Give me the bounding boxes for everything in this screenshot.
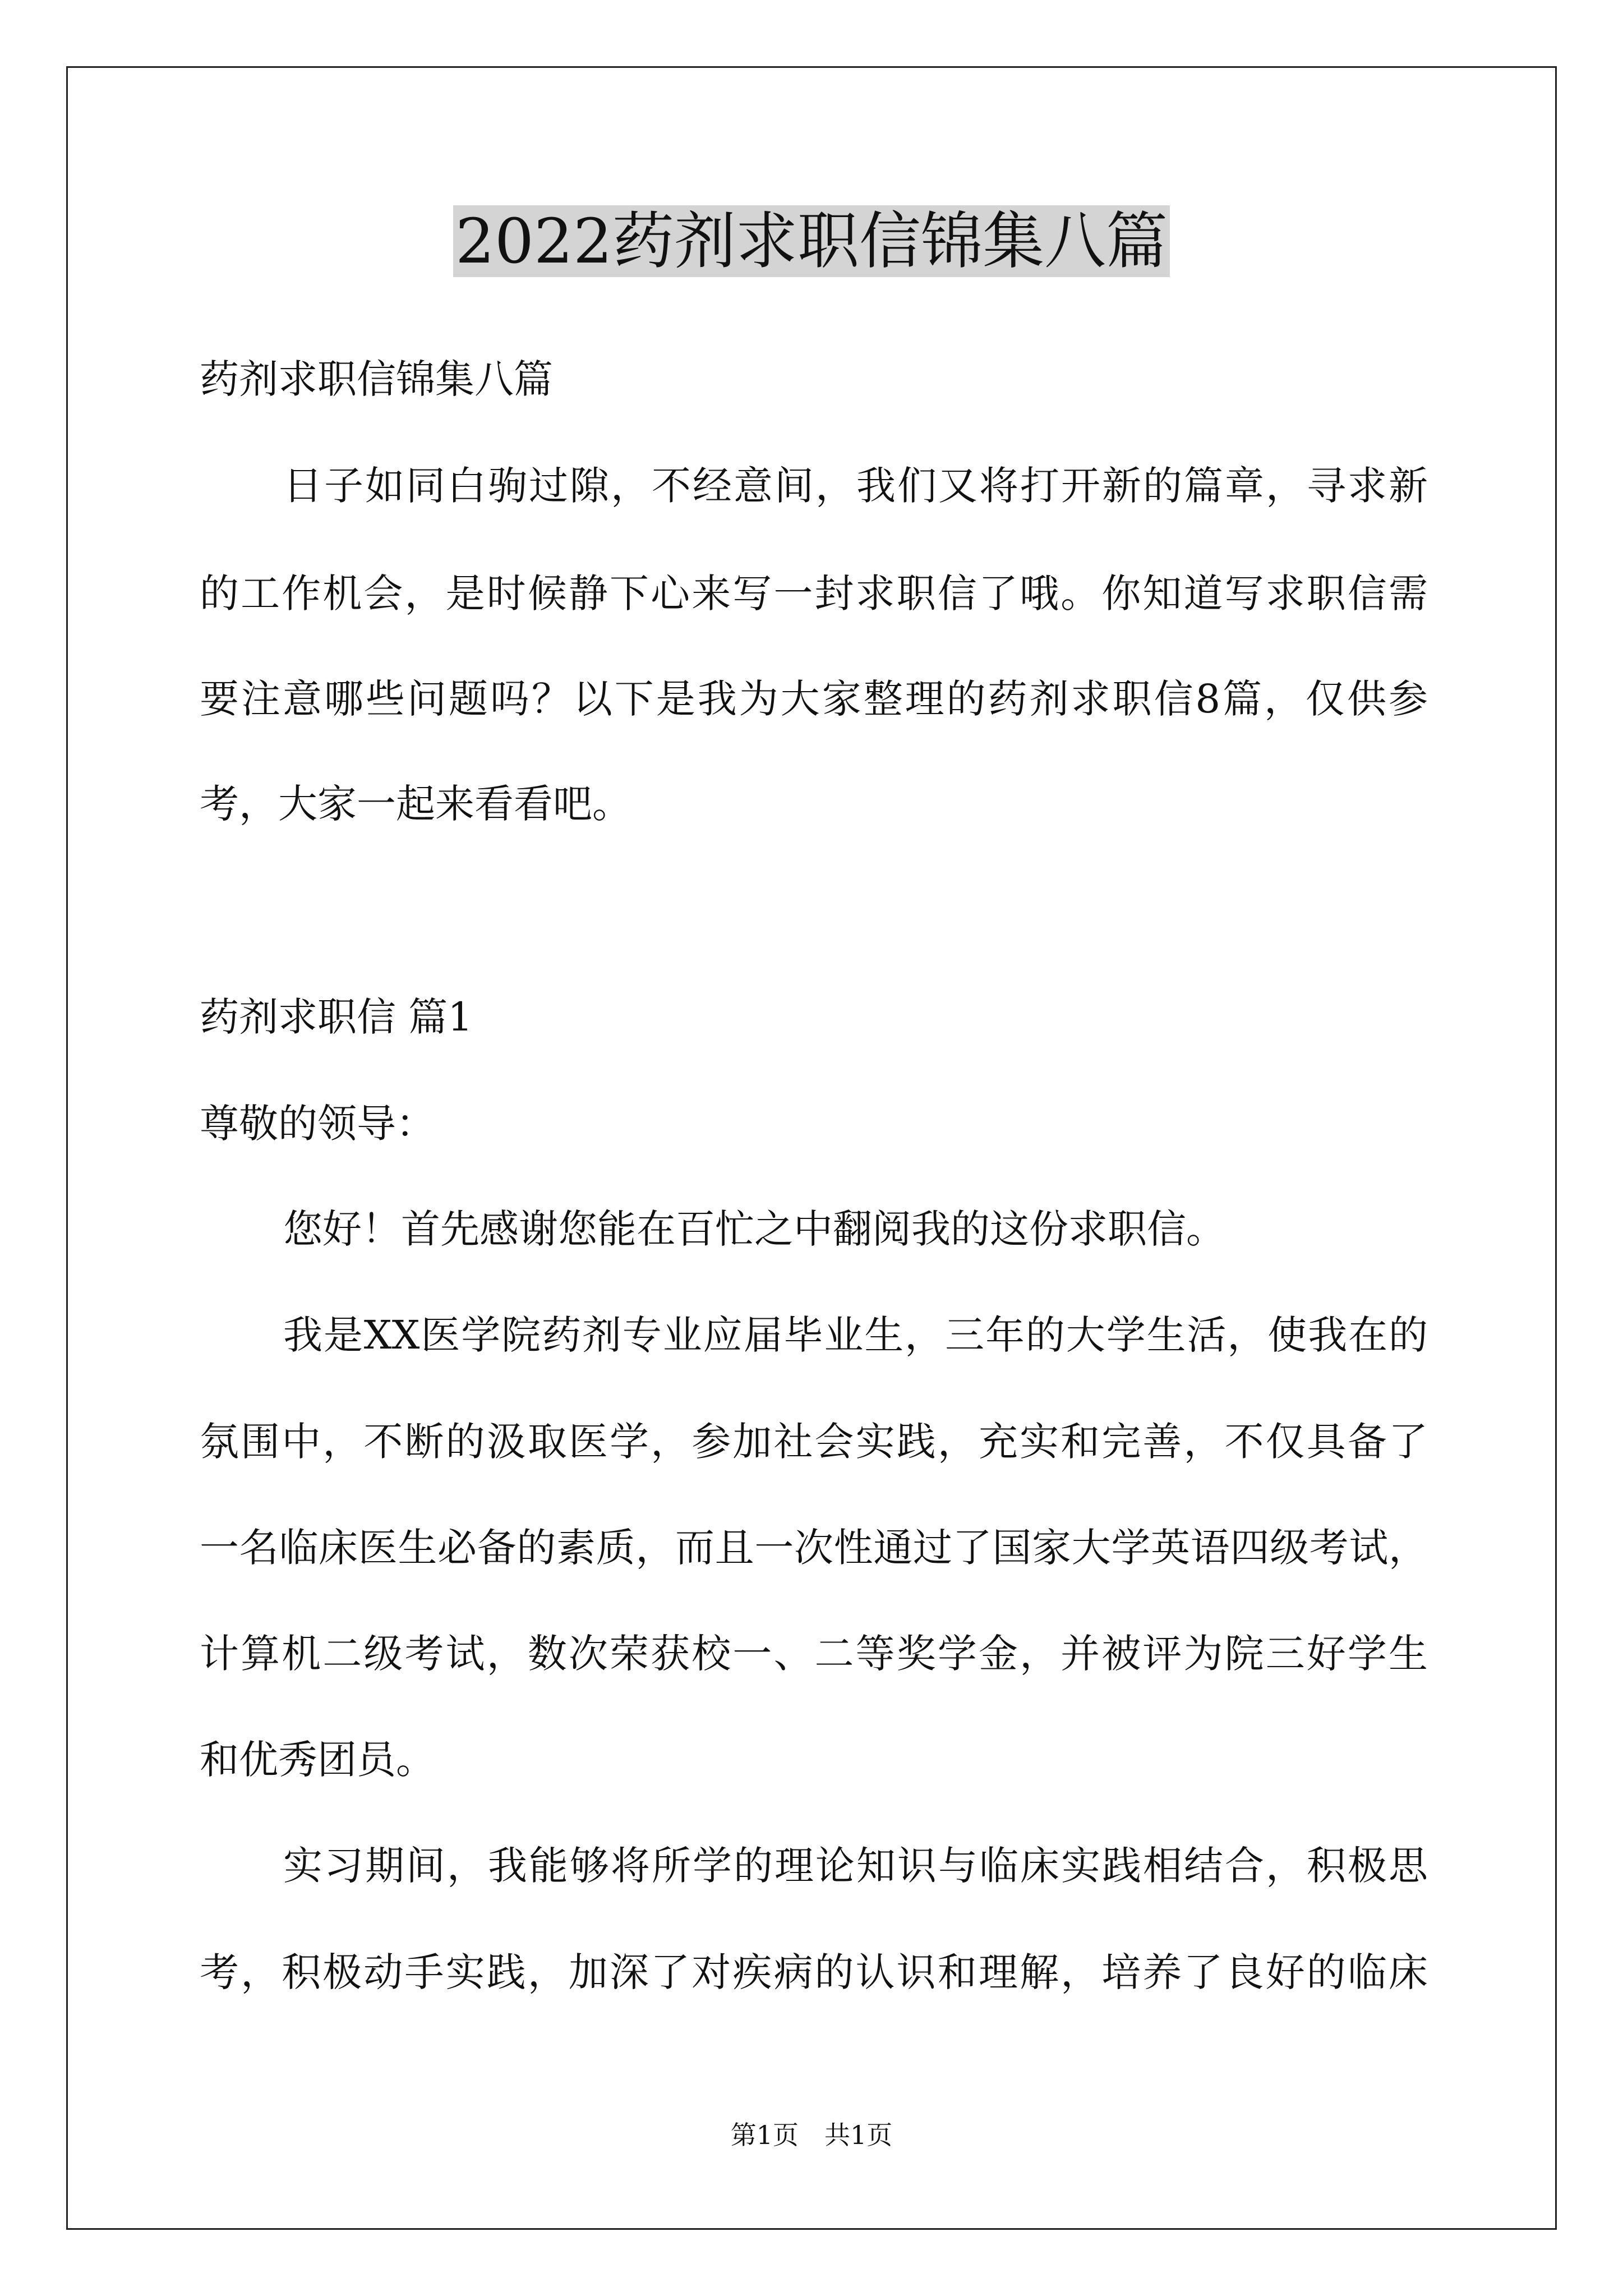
document-title [0, 199, 1623, 283]
page-footer: 第1页 共1页 [730, 2120, 893, 2150]
paragraph-1-line-3: 一名临床医生必备的素质，而且一次性通过了国家大学英语四级考试， [200, 1525, 1428, 1571]
intro-line-1: 日子如同白驹过隙，不经意间，我们又将打开新的篇章，寻求新 [283, 463, 1428, 509]
paragraph-2-line-2: 考，积极动手实践，加深了对疾病的认识和理解，培养了良好的临床 [200, 1949, 1428, 1995]
paragraph-1-line-4: 计算机二级考试，数次荣获校一、二等奖学金，并被评为院三好学生 [200, 1631, 1428, 1677]
paragraph-1-line-5: 和优秀团员。 [200, 1737, 435, 1783]
intro-line-2: 的工作机会，是时候静下心来写一封求职信了哦。你知道写求职信需 [200, 570, 1428, 616]
section-heading: 药剂求职信 篇1 [200, 994, 473, 1040]
subtitle: 药剂求职信锦集八篇 [200, 356, 553, 402]
greeting: 您好！首先感谢您能在百忙之中翻阅我的这份求职信。 [283, 1206, 1225, 1252]
document-title-text: 2022药剂求职信锦集八篇 [453, 205, 1170, 277]
salutation: 尊敬的领导： [200, 1101, 435, 1147]
intro-line-4: 考，大家一起来看看吧。 [200, 781, 631, 827]
paragraph-1-line-2: 氛围中，不断的汲取医学，参加社会实践，充实和完善，不仅具备了 [200, 1419, 1428, 1465]
intro-line-3: 要注意哪些问题吗？以下是我为大家整理的药剂求职信8篇，仅供参 [200, 676, 1428, 722]
paragraph-2-line-1: 实习期间，我能够将所学的理论知识与临床实践相结合，积极思 [283, 1843, 1428, 1889]
paragraph-1-line-1: 我是XX医学院药剂专业应届毕业生，三年的大学生活，使我在的 [283, 1312, 1428, 1358]
